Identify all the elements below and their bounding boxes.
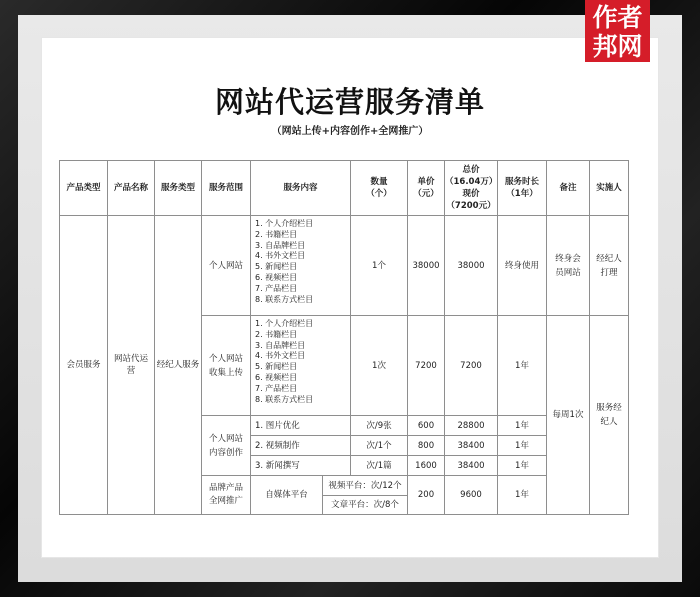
- header-quantity: [350, 160, 408, 216]
- cell-promo-qty-video: 视频平台：次/12个: [322, 475, 408, 496]
- header-duration-l2: （1年）: [506, 189, 538, 199]
- cell-upload-qty: 1次: [350, 315, 408, 416]
- cell-promo-content: 自媒体平台: [250, 475, 323, 515]
- header-current-l1: 现价: [462, 189, 480, 199]
- product-name-l1: 网站代运: [113, 354, 148, 364]
- header-unit-price: [407, 160, 445, 216]
- header-service-content: 服务内容: [250, 160, 351, 216]
- content-list-item: 7. 产品栏目: [255, 283, 298, 293]
- content-list-item: 3. 自品牌栏目: [255, 240, 306, 250]
- cell-implementer-2: [589, 315, 629, 515]
- cell-creation-qty-1: 次/9张: [350, 415, 408, 436]
- cell-creation-unit-3: 1600: [407, 455, 445, 476]
- cell-promo-scope: [201, 475, 251, 515]
- header-unit-price-l2: （元）: [413, 189, 439, 199]
- cell-creation-content-1: 1. 图片优化: [250, 415, 351, 436]
- content-list-item: 4. 书外文栏目: [255, 351, 306, 361]
- header-unit-price-l1: 单价: [417, 177, 435, 187]
- service-table: [59, 160, 629, 515]
- content-list-item: 2. 书籍栏目: [255, 329, 298, 339]
- cell-creation-duration-2: 1年: [497, 435, 547, 456]
- impl2-l2: 纪人: [600, 417, 618, 427]
- cell-creation-scope: [201, 415, 251, 476]
- watermark-line2: 邦网: [592, 32, 643, 61]
- site-notes-l1: 终身会: [555, 253, 581, 264]
- promo-scope-l1: 品牌产品: [208, 483, 243, 493]
- header-implementer: 实施人: [589, 160, 629, 216]
- cell-upload-content: [250, 315, 351, 416]
- content-list-item: 1. 个人介绍栏目: [255, 319, 314, 328]
- header-product-name: 产品名称: [107, 160, 155, 216]
- header-total-l1: 总价: [462, 165, 480, 175]
- cell-creation-qty-2: 次/1个: [350, 435, 408, 456]
- cell-creation-duration-3: 1年: [497, 455, 547, 476]
- content-list-item: 5. 新闻栏目: [255, 362, 298, 372]
- content-list-item: 6. 视频栏目: [255, 372, 298, 382]
- header-notes: 备注: [546, 160, 590, 216]
- cell-promo-duration: 1年: [497, 475, 547, 515]
- product-name-l2: 营: [126, 366, 136, 376]
- cell-promo-unit: 200: [407, 475, 445, 515]
- header-product-type: 产品类型: [59, 160, 108, 216]
- content-list-item: 1. 个人介绍栏目: [255, 219, 314, 228]
- content-list-item: 6. 视频栏目: [255, 272, 298, 282]
- cell-creation-content-3: 3. 新闻撰写: [250, 455, 351, 476]
- cell-site-notes: [546, 215, 590, 316]
- watermark-badge: [585, 0, 650, 62]
- cell-service-type: 经纪人服务: [154, 215, 202, 515]
- content-list-item: 2. 书籍栏目: [255, 229, 298, 239]
- cell-site-unit: 38000: [407, 215, 445, 316]
- cell-upload-unit: 7200: [407, 315, 445, 416]
- cell-upload-total: 7200: [444, 315, 498, 416]
- content-list-item: 8. 联系方式栏目: [255, 394, 314, 404]
- content-list-item: 5. 新闻栏目: [255, 262, 298, 272]
- cell-promo-total: 9600: [444, 475, 498, 515]
- cell-upload-duration: 1年: [497, 315, 547, 416]
- content-list-item: 8. 联系方式栏目: [255, 294, 314, 304]
- header-duration: [497, 160, 547, 216]
- cell-creation-duration-1: 1年: [497, 415, 547, 436]
- cell-site-qty: 1个: [350, 215, 408, 316]
- cell-upload-scope: [201, 315, 251, 416]
- document-title: 网站代运营服务清单: [214, 85, 485, 119]
- cell-site-total: 38000: [444, 215, 498, 316]
- cell-creation-qty-3: 次/1篇: [350, 455, 408, 476]
- site-notes-l2: 员网站: [555, 267, 581, 278]
- cell-creation-unit-1: 600: [407, 415, 445, 436]
- cell-creation-total-3: 38400: [444, 455, 498, 476]
- watermark-line1: 作者: [592, 3, 643, 32]
- cell-creation-content-2: 2. 视频制作: [250, 435, 351, 456]
- site-impl-l2: 打理: [600, 267, 618, 278]
- creation-scope-l2: 内容创作: [208, 447, 243, 458]
- cell-site-implementer: [589, 215, 629, 316]
- cell-promo-qty-article: 文章平台：次/8个: [322, 495, 408, 515]
- promo-scope-l2: 全网推广: [208, 496, 243, 506]
- cell-product-name: [107, 215, 155, 515]
- site-impl-l1: 经纪人: [596, 253, 622, 264]
- creation-scope-l1: 个人网站: [208, 433, 243, 444]
- header-quantity-l2: （个）: [366, 189, 392, 199]
- cell-creation-total-1: 28800: [444, 415, 498, 436]
- upload-scope-l1: 个人网站: [208, 353, 243, 364]
- cell-creation-total-2: 38400: [444, 435, 498, 456]
- cell-site-scope: 个人网站: [201, 215, 251, 316]
- cell-site-duration: 终身使用: [497, 215, 547, 316]
- upload-scope-l2: 收集上传: [208, 367, 243, 378]
- cell-product-type: 会员服务: [59, 215, 108, 515]
- content-list-item: 7. 产品栏目: [255, 383, 298, 393]
- content-list-item: 4. 书外文栏目: [255, 251, 306, 261]
- header-total-price: [444, 160, 498, 216]
- header-current-l2: （7200元）: [446, 201, 496, 211]
- header-total-l2: （16.04万）: [445, 177, 498, 187]
- document-subtitle: （网站上传+内容创作+全网推广）: [271, 126, 429, 137]
- header-duration-l1: 服务时长: [504, 177, 539, 187]
- content-list-item: 3. 自品牌栏目: [255, 340, 306, 350]
- cell-weekly-notes: 每周1次: [546, 315, 590, 515]
- impl2-l1: 服务经: [596, 403, 622, 413]
- header-service-scope: 服务范围: [201, 160, 251, 216]
- cell-site-content: [250, 215, 351, 316]
- header-service-type: 服务类型: [154, 160, 202, 216]
- header-quantity-l1: 数量: [370, 177, 388, 187]
- cell-creation-unit-2: 800: [407, 435, 445, 456]
